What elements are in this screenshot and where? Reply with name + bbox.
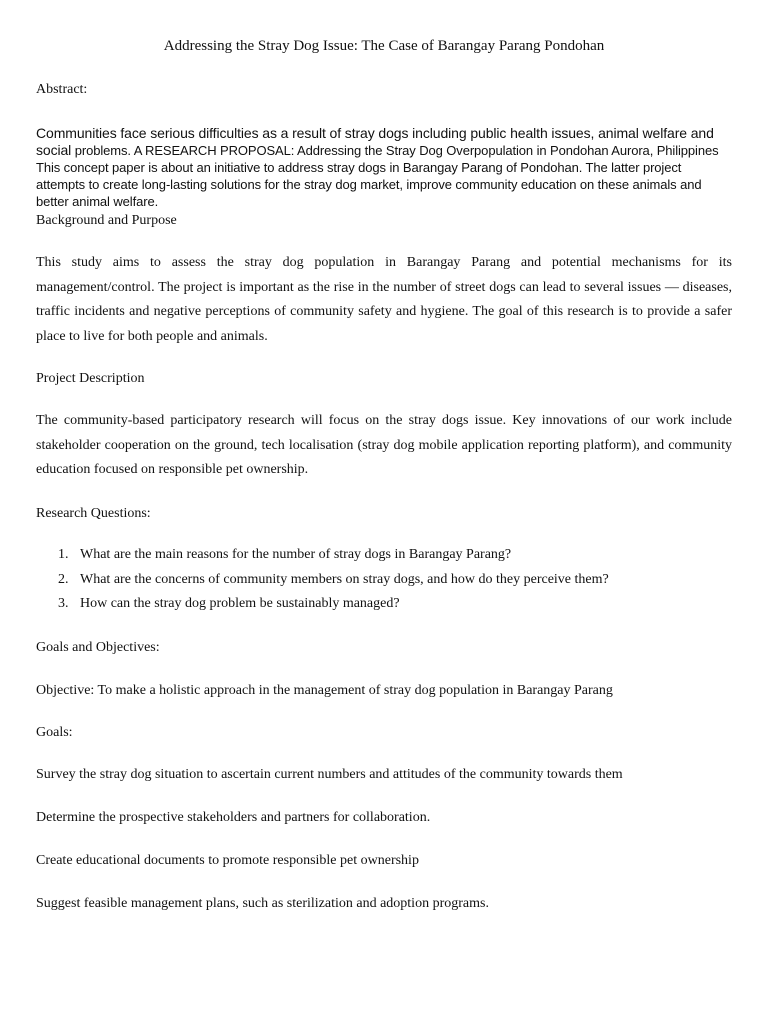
objective-text: Objective: To make a holistic approach in the management of stray dog population in Barangay Parang bbox=[36, 683, 613, 698]
background-heading: Background and Purpose bbox=[36, 213, 177, 228]
list-item bbox=[36, 543, 732, 568]
goal-item: Determine the prospective stakeholders and partners for collaboration. bbox=[36, 810, 431, 825]
goal-item: Create educational documents to promote responsible pet ownership bbox=[36, 853, 419, 868]
goal-item: Suggest feasible management plans, such as sterilization and adoption programs. bbox=[36, 896, 489, 911]
background-paragraph: This study aims to assess the stray dog population in Barangay Parang and potential mechanisms for its management/control. The project is important as the rise in the number of street dogs can lead to several issues — diseases, traffic incidents and negative perceptions of community safety and hygiene. The goal of this research is to provide a safer place to live for both people and animals. bbox=[36, 255, 732, 344]
list-item bbox=[36, 592, 732, 617]
list-item-text: What are the concerns of community members on stray dogs, and how do they perceive them? bbox=[80, 571, 609, 587]
list-item-number: 1. bbox=[58, 547, 69, 562]
project-description-heading: Project Description bbox=[36, 371, 145, 386]
project-description-paragraph: The community-based participatory research will focus on the stray dogs issue. Key innovations of our work include stakeholder cooperation on the ground, tech localisation (stray dog mobile application reporting platform), and community education focused on responsible pet ownership. bbox=[36, 413, 732, 477]
goals-objectives-heading: Goals and Objectives: bbox=[36, 640, 160, 655]
document-title: Addressing the Stray Dog Issue: The Case of Barangay Parang Pondohan bbox=[163, 38, 605, 54]
abstract-paragraph bbox=[36, 125, 732, 210]
goal-item: Survey the stray dog situation to ascertain current numbers and attitudes of the community towards them bbox=[36, 767, 623, 782]
list-item bbox=[36, 568, 732, 593]
list-item-text: How can the stray dog problem be sustainably managed? bbox=[80, 596, 400, 611]
list-item-number: 2. bbox=[58, 571, 69, 587]
list-item-number: 3. bbox=[58, 596, 69, 611]
goals-heading: Goals: bbox=[36, 725, 73, 740]
abstract-first-line: Communities face serious difficulties as a result of stray dogs including public health issues, animal welfare and social bbox=[36, 125, 714, 158]
abstract-heading: Abstract: bbox=[36, 82, 88, 97]
list-item-text: What are the main reasons for the number of stray dogs in Barangay Parang? bbox=[80, 547, 512, 562]
research-questions-heading: Research Questions: bbox=[36, 506, 151, 521]
abstract-remaining-text: problems. A RESEARCH PROPOSAL: Addressing the Stray Dog Overpopulation in Pondohan Aurora, Philippines This concept paper is about an initiative to address stray dogs in Barangay Parang of Pondohan. The latter project attempts to create long-lasting solutions for the stray dog market, improve community education on these animals and better animal welfare. bbox=[36, 143, 719, 209]
research-questions-list bbox=[36, 543, 732, 617]
